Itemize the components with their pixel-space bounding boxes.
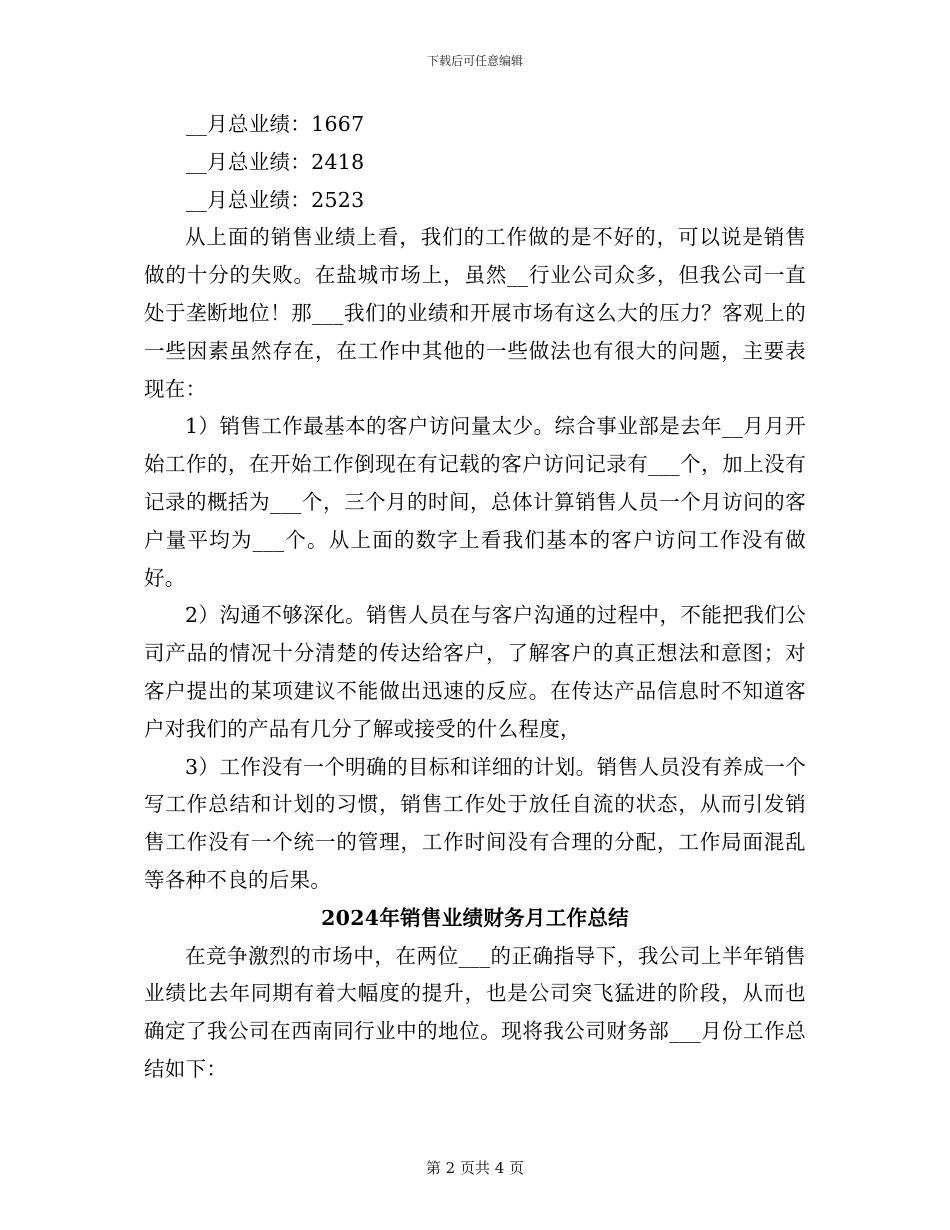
issue-paragraph-1: 1）销售工作最基本的客户访问量太少。综合事业部是去年__月月开始工作的，在开始工作倒现在有记载的客户访问记录有___个，加上没有记录的概括为___个，三个月的时间，总体计算销售人员一个月访问的客户量平均为___个。从上面的数字上看我们基本的客户访问工作没有做好。 [144,414,806,590]
analysis-paragraph: 从上面的销售业绩上看，我们的工作做的是不好的，可以说是销售做的十分的失败。在盐城市场上，虽然__行业公司众多，但我公司一直处于垄断地位！那___我们的业绩和开展市场有这么大的压力？客观上的一些因素虽然存在，在工作中其他的一些做法也有很大的问题，主要表现在： [144,225,806,401]
monthly-total-line: __月总业绩：1667 [186,112,365,136]
section-intro-paragraph: 在竞争激烈的市场中，在两位___的正确指导下，我公司上半年销售业绩比去年同期有着大幅度的提升，也是公司突飞猛进的阶段，从而也确定了我公司在西南同行业中的地位。现将我公司财务部___月份工作总结如下： [144,943,806,1081]
monthly-total-line: __月总业绩：2418 [186,149,365,174]
document-body [144,106,806,1089]
section-title: 2024年销售业绩财务月工作总结 [321,905,629,930]
page-header: 下载后可任意编辑 [426,54,523,68]
monthly-total-line: __月总业绩：2523 [186,187,365,212]
issue-paragraph-3: 3）工作没有一个明确的目标和详细的计划。销售人员没有养成一个写工作总结和计划的习惯，销售工作处于放任自流的状态，从而引发销售工作没有一个统一的管理，工作时间没有合理的分配，工作局面混乱等各种不良的后果。 [144,754,806,892]
page-footer: 第 2 页共 4 页 [425,1159,525,1177]
issue-paragraph-2: 2）沟通不够深化。销售人员在与客户沟通的过程中，不能把我们公司产品的情况十分清楚的传达给客户，了解客户的真正想法和意图；对客户提出的某项建议不能做出迅速的反应。在传达产品信息时不知道客户对我们的产品有几分了解或接受的什么程度， [144,603,806,741]
